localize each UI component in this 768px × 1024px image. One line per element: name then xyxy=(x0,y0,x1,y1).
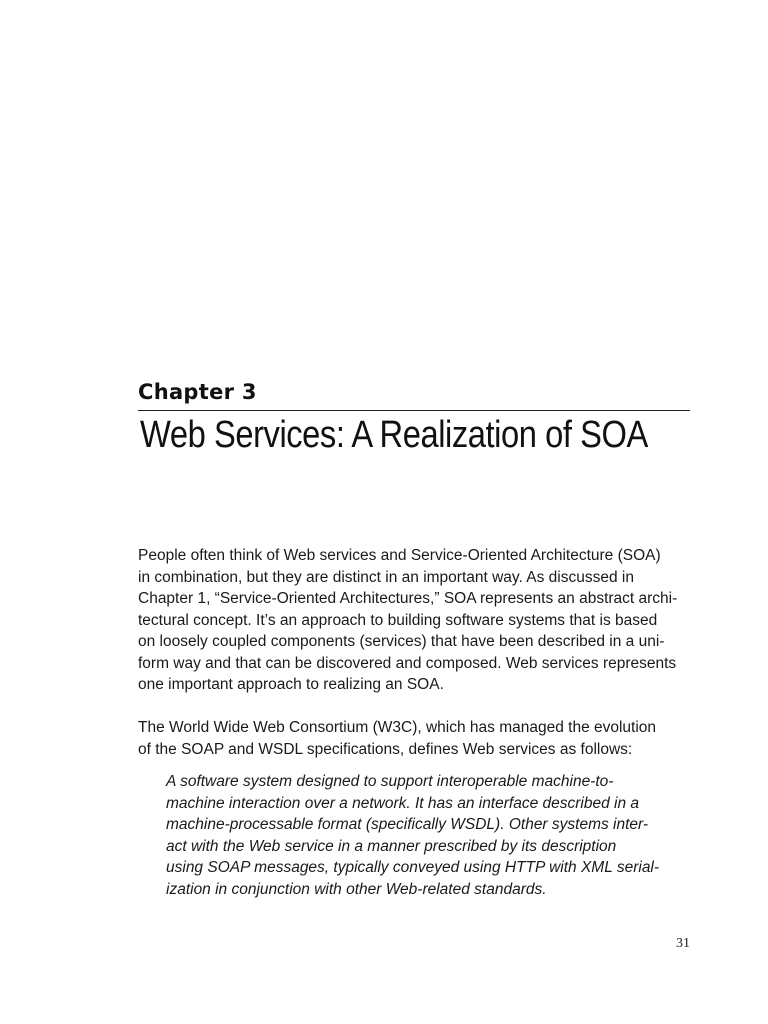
chapter-divider xyxy=(138,410,690,411)
paragraph-line: form way and that can be discovered and composed. Web services represents xyxy=(138,654,677,672)
paragraph-line: of the SOAP and WSDL specifications, defines Web services as follows: xyxy=(138,740,633,758)
paragraph-line: one important approach to realizing an SOA. xyxy=(138,676,444,693)
block-quote xyxy=(166,771,686,900)
paragraph-line: on loosely coupled components (services) that have been described in a uni- xyxy=(138,633,665,650)
chapter-title: Web Services: A Realization of SOA xyxy=(140,414,648,456)
paragraph-line: Chapter 1, “Service-Oriented Architectures,” SOA represents an abstract archi- xyxy=(138,590,678,607)
body-paragraph-2 xyxy=(138,717,698,760)
quote-line: using SOAP messages, typically conveyed using HTTP with XML serial- xyxy=(166,859,660,876)
paragraph-line: The World Wide Web Consortium (W3C), which has managed the evolution xyxy=(138,719,657,736)
quote-line: machine interaction over a network. It has an interface described in a xyxy=(166,794,640,812)
body-paragraph-1 xyxy=(138,545,698,696)
quote-line: act with the Web service in a manner prescribed by its description xyxy=(166,837,617,855)
quote-line: A software system designed to support interoperable machine-to- xyxy=(166,773,614,790)
paragraph-line: in combination, but they are distinct in an important way. As discussed in xyxy=(138,568,634,586)
paragraph-line: People often think of Web services and Service-Oriented Architecture (SOA) xyxy=(138,547,661,564)
page-number: 31 xyxy=(676,936,690,951)
chapter-label: Chapter 3 xyxy=(138,380,257,404)
paragraph-line: tectural concept. It’s an approach to building software systems that is based xyxy=(138,611,658,629)
quote-line: ization in conjunction with other Web-related standards. xyxy=(166,880,547,898)
quote-line: machine-processable format (specifically WSDL). Other systems inter- xyxy=(166,816,649,833)
